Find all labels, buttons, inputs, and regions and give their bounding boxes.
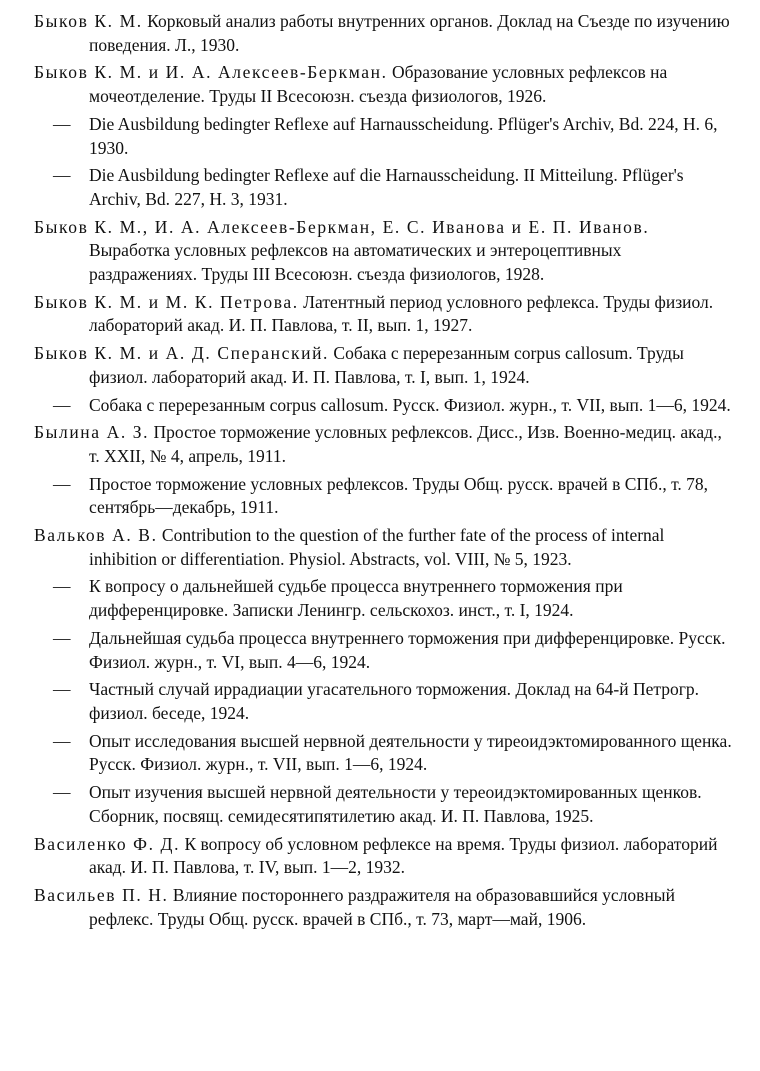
entry-text: Частный случай иррадиации угасательного торможения. Доклад на 64-й Петрогр. физиол. беседе, 1924. <box>89 679 700 723</box>
entry-author: Вальков А. В. <box>34 525 158 546</box>
entry-text: Собака с перерезанным corpus callosum. Труды физиол. лабораторий акад. И. П. Павлова, т. I, вып. 1, 1924. <box>89 343 684 387</box>
bibliography-entry <box>34 421 732 468</box>
bibliography-entry <box>34 216 732 287</box>
entry-author: Былина А. З. <box>34 422 150 443</box>
entry-text: Die Ausbildung bedingter Reflexe auf die Harnausscheidung. II Mitteilung. Pflüger's Archiv, Bd. 227, H. 3, 1931. <box>89 165 684 209</box>
entry-author: Быков К. М., И. А. Алексеев-Беркман, Е. С. Иванова и Е. П. Иванов. <box>34 216 650 237</box>
entry-dash: — <box>53 627 71 648</box>
entry-text: Contribution to the question of the further fate of the process of internal inhibition or differentiation. Physiol. Abstracts, vol. VIII, № 5, 1923. <box>89 525 665 569</box>
entry-text: Дальнейшая судьба процесса внутреннего торможения при дифференцировке. Русск. Физиол. журн., т. VI, вып. 4—6, 1924. <box>89 627 726 672</box>
bibliography-subentry <box>34 473 732 520</box>
entry-dash: — <box>53 730 71 751</box>
entry-text: Опыт изучения высшей нервной деятельности у тереоидэктомированных щенков. Сборник, посвящ. семидесятипятилетию акад. И. П. Павлова, 1925. <box>89 782 702 826</box>
bibliography-entry <box>34 10 732 57</box>
bibliography-entry <box>34 291 732 338</box>
entry-dash: — <box>53 165 71 186</box>
bibliography-subentry <box>34 394 732 418</box>
bibliography-subentry <box>34 113 732 160</box>
bibliography-entry <box>34 342 732 389</box>
bibliography-entry <box>34 884 732 931</box>
bibliography-subentry <box>34 575 732 622</box>
entry-text: К вопросу о дальнейшей судьбе процесса внутреннего торможения при дифференцировке. Записки Ленингр. сельскохоз. инст., т. I, 1924. <box>89 576 623 621</box>
entry-author: Быков К. М. и М. К. Петрова. <box>34 291 299 312</box>
entry-text: Опыт исследования высшей нервной деятельности у тиреоидэктомированного щенка. Русск. Физиол. журн., т. VII, вып. 1—6, 1924. <box>89 730 732 775</box>
entry-text: Собака с перерезанным corpus callosum. Русск. Физиол. журн., т. VII, вып. 1—6, 1924. <box>89 394 731 415</box>
entry-text: Образование условных рефлексов на мочеотделение. Труды II Всесоюзн. съезда физиологов, 1926. <box>89 62 668 107</box>
entry-text: Влияние постороннего раздражителя на образовавшийся условный рефлекс. Труды Общ. русск. врачей в СПб., т. 73, март—май, 1906. <box>89 884 675 929</box>
entry-author: Быков К. М. и И. А. Алексеев-Беркман. <box>34 62 388 83</box>
bibliography-entry <box>34 61 732 108</box>
bibliography-subentry <box>34 678 732 725</box>
entry-dash: — <box>53 679 71 700</box>
entry-dash: — <box>53 782 71 803</box>
entry-text: Простое торможение условных рефлексов. Дисс., Изв. Военно-медиц. акад., т. XXII, № 4, апрель, 1911. <box>89 422 722 466</box>
bibliography-subentry <box>34 164 732 211</box>
entry-author: Быков К. М. и А. Д. Сперанский. <box>34 343 330 364</box>
entry-author: Васильев П. Н. <box>34 884 169 905</box>
bibliography-subentry <box>34 627 732 674</box>
bibliography-subentry <box>34 730 732 777</box>
bibliography-list <box>34 10 732 931</box>
bibliography-subentry <box>34 781 732 828</box>
entry-text: Латентный период условного рефлекса. Труды физиол. лабораторий акад. И. П. Павлова, т. II, вып. 1, 1927. <box>89 291 714 336</box>
entry-author: Василенко Ф. Д. <box>34 833 181 854</box>
entry-dash: — <box>53 113 71 134</box>
entry-text: Выработка условных рефлексов на автоматических и энтероцептивных раздражениях. Труды III Всесоюзн. съезда физиологов, 1928. <box>89 240 622 285</box>
entry-dash: — <box>53 473 71 494</box>
entry-text: К вопросу об условном рефлексе на время. Труды физиол. лабораторий акад. И. П. Павлова, т. IV, вып. 1—2, 1932. <box>89 833 718 878</box>
bibliography-entry <box>34 833 732 880</box>
entry-dash: — <box>53 576 71 597</box>
entry-author: Быков К. М. <box>34 11 143 31</box>
bibliography-entry <box>34 524 732 571</box>
entry-dash: — <box>53 394 71 415</box>
entry-text: Корковый анализ работы внутренних органов. Доклад на Съезде по изучению поведения. Л., 1930. <box>89 11 730 55</box>
entry-text: Простое торможение условных рефлексов. Труды Общ. русск. врачей в СПб., т. 78, сентябрь—декабрь, 1911. <box>89 473 709 518</box>
entry-text: Die Ausbildung bedingter Reflexe auf Harnausscheidung. Pflüger's Archiv, Bd. 224, H. 6, 1930. <box>89 113 718 158</box>
